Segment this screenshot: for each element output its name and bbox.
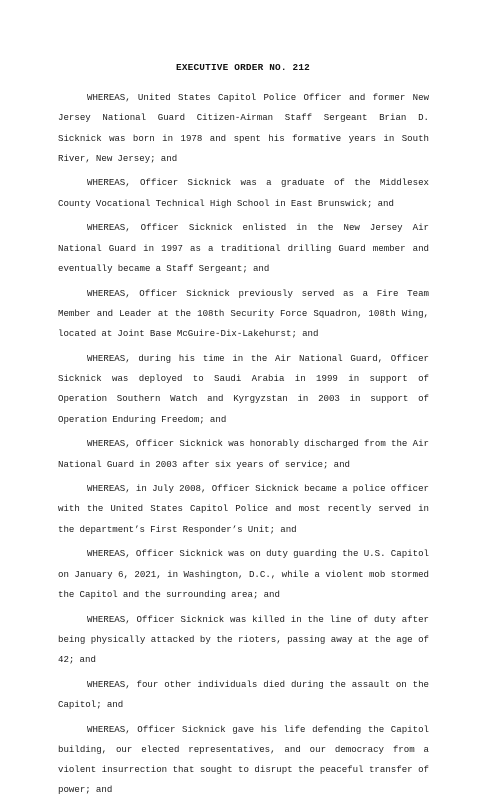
paragraph-11: WHEREAS, Officer Sicknick gave his life defending the Capitol building, our elected representatives, and our democracy from a violent insurrection that sought to disrupt the peaceful transfer of power; and [58, 723, 429, 796]
paragraph-4: WHEREAS, Officer Sicknick previously served as a Fire Team Member and Leader at the 108th Security Force Squadron, 108th Wing, located at Joint Base McGuire-Dix-Lakehurst; and [58, 287, 429, 340]
paragraph-5: WHEREAS, during his time in the Air National Guard, Officer Sicknick was deployed to Saudi Arabia in 1999 in support of Operation Southern Watch and Kyrgyzstan in 2003 in support of Operation Enduring Freedom; and [58, 352, 429, 425]
document-body [58, 88, 429, 805]
paragraph-8: WHEREAS, Officer Sicknick was on duty guarding the U.S. Capitol on January 6, 2021, in Washington, D.C., while a violent mob stormed the Capitol and the surrounding area; and [58, 548, 429, 600]
paragraph-3: WHEREAS, Officer Sicknick enlisted in the New Jersey Air National Guard in 1997 as a traditional drilling Guard member and eventually became a Staff Sergeant; and [58, 222, 429, 274]
paragraph-9: WHEREAS, Officer Sicknick was killed in the line of duty after being physically attacked by the rioters, passing away at the age of 42; and [58, 613, 429, 666]
document-title: EXECUTIVE ORDER NO. 212 [176, 62, 310, 73]
paragraph-6: WHEREAS, Officer Sicknick was honorably discharged from the Air National Guard in 2003 after six years of service; and [58, 438, 429, 470]
paragraph-1: WHEREAS, United States Capitol Police Officer and former New Jersey National Guard Citizen-Airman Staff Sergeant Brian D. Sicknick was born in 1978 and spent his formative years in South River, New Jersey; and [58, 92, 429, 164]
paragraph-2: WHEREAS, Officer Sicknick was a graduate of the Middlesex County Vocational Technical High School in East Brunswick; and [58, 177, 429, 209]
paragraph-10: WHEREAS, four other individuals died during the assault on the Capitol; and [58, 678, 429, 710]
paragraph-7: WHEREAS, in July 2008, Officer Sicknick became a police officer with the United States Capitol Police and most recently served in the department’s First Responder’s Unit; and [58, 483, 429, 535]
